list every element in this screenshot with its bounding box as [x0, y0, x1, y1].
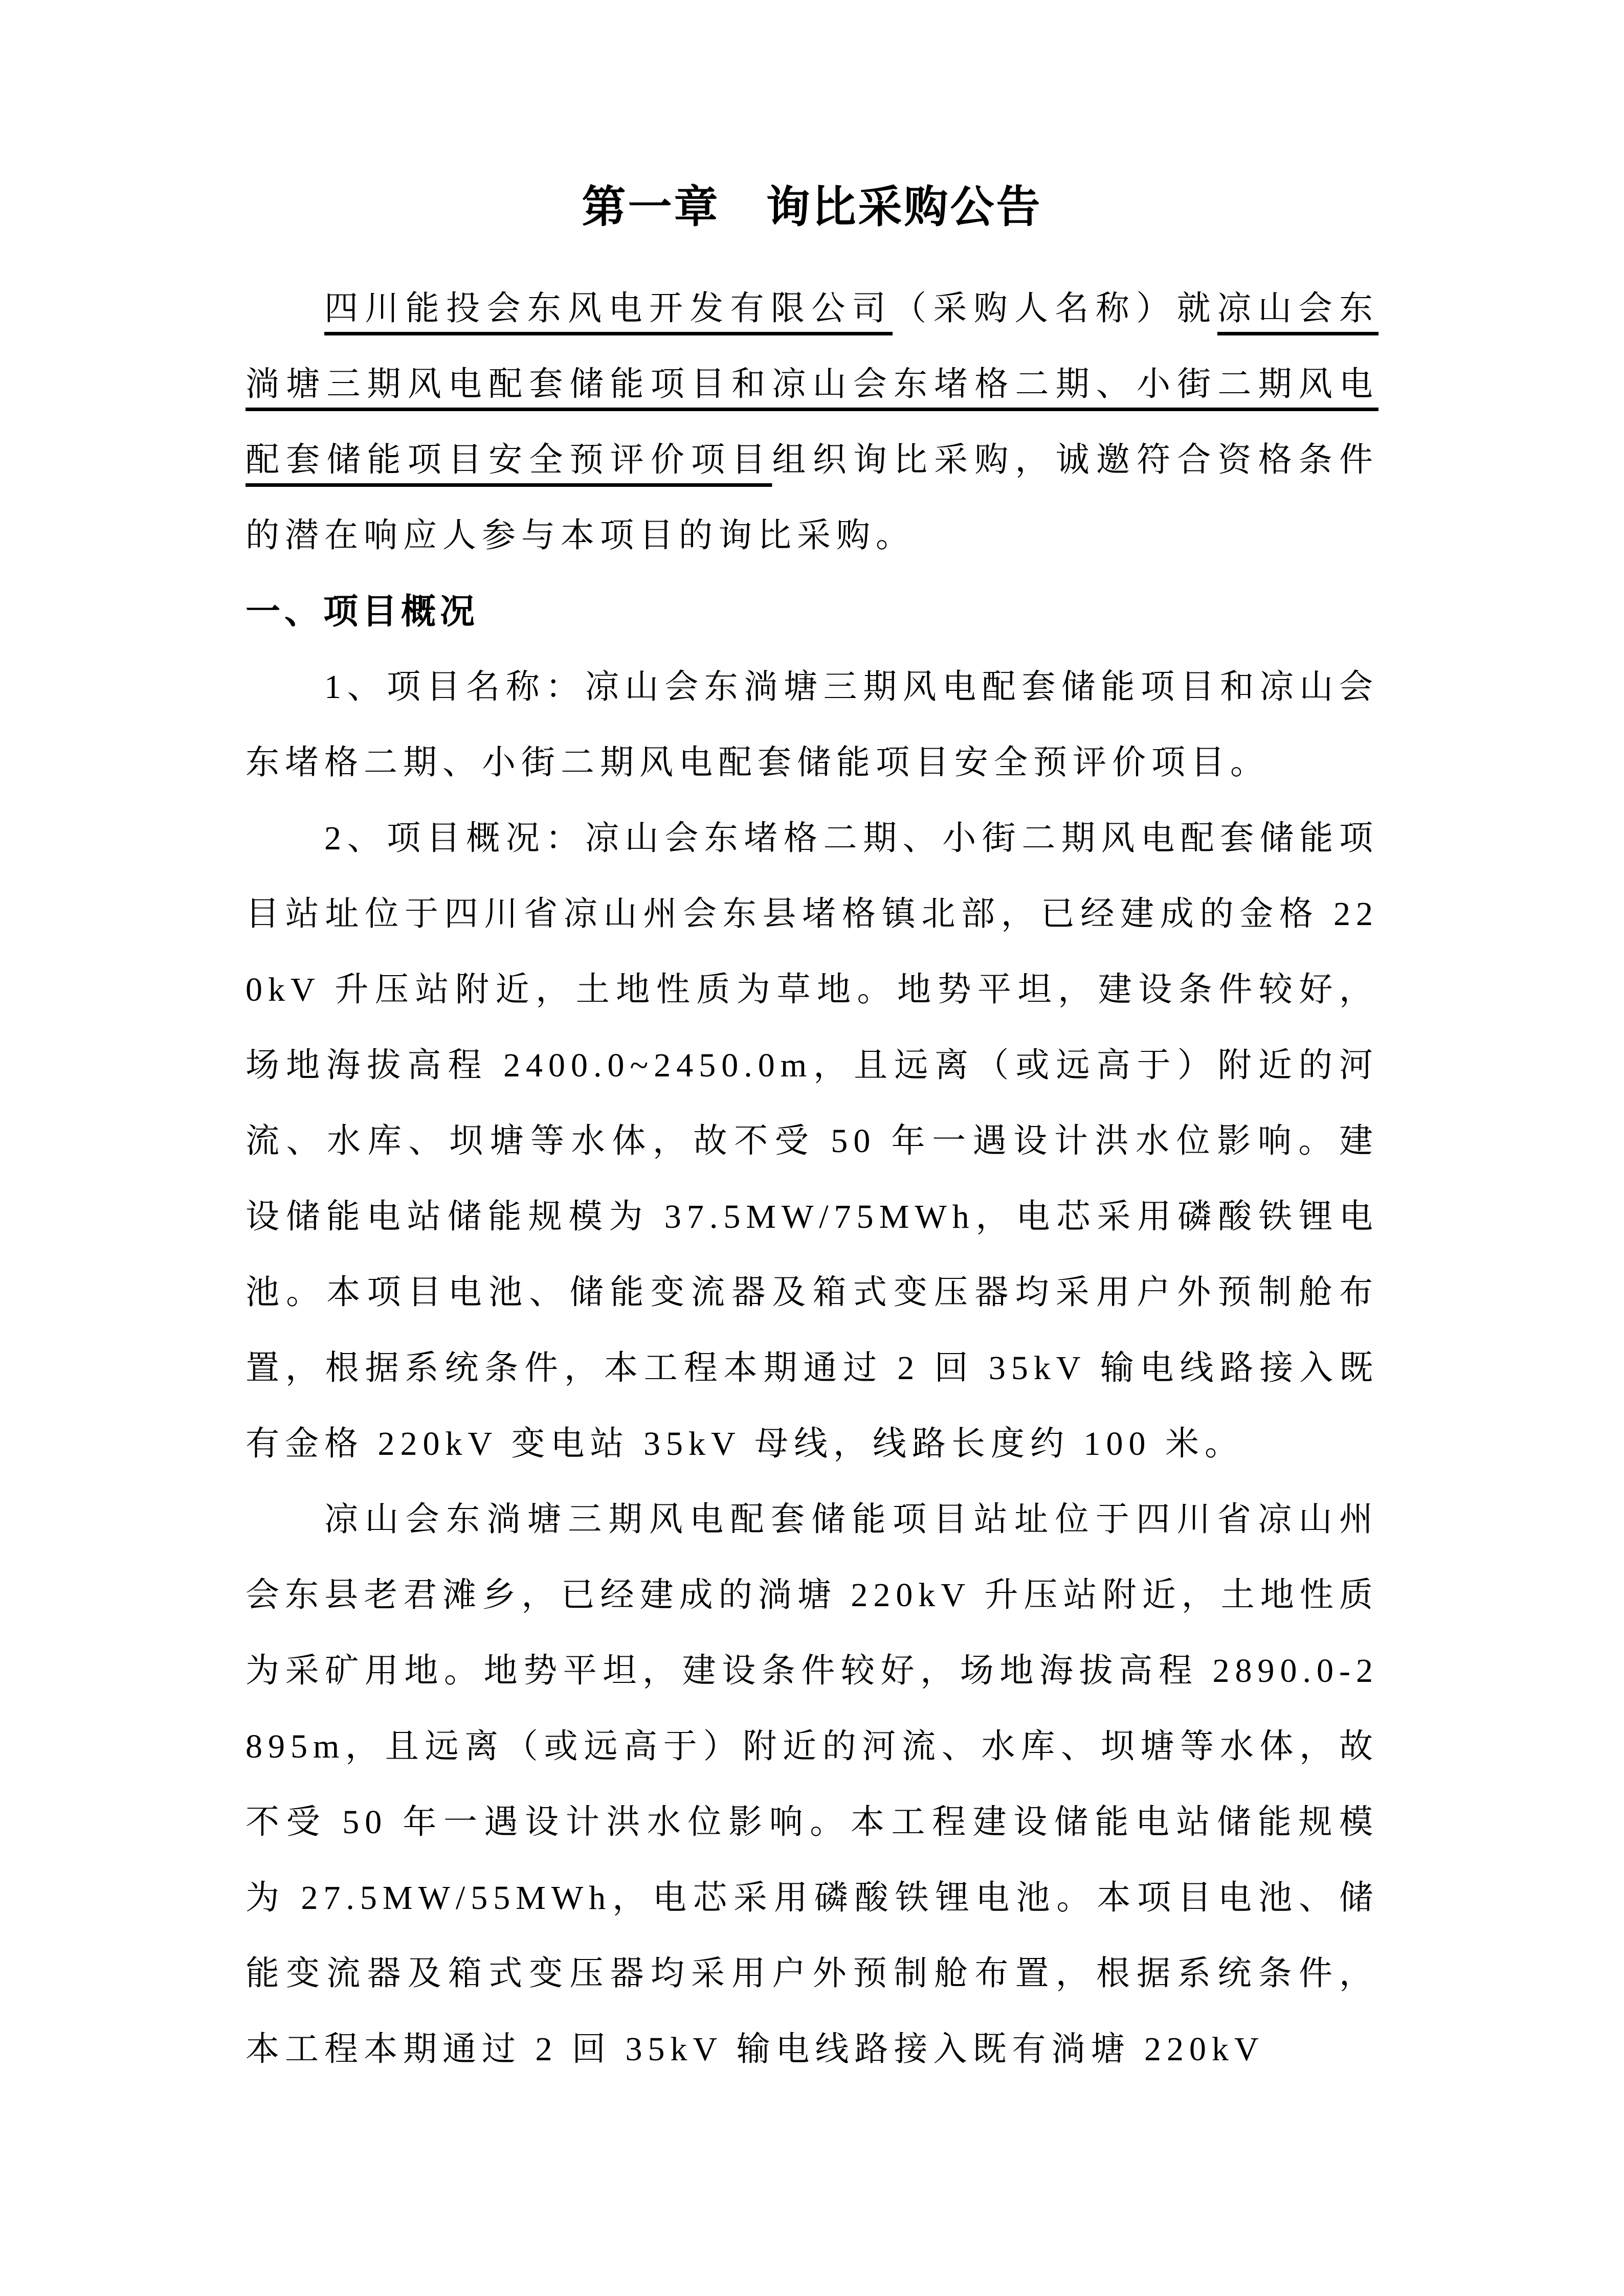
buyer-name-label: （采购人名称）就 [893, 290, 1217, 327]
paragraph-tangtang-project-overview: 凉山会东淌塘三期风电配套储能项目站址位于四川省凉山州会东县老君滩乡，已经建成的淌塘 220kV 升压站附近，土地性质为采矿用地。地势平坦，建设条件较好，场地海拔高程 2890.0-2895m，且远离（或远高于）附近的河流、水库、坝塘等水体，故不受 50 年一遇设计洪水位影响。本工程建设储能电站储能规模为 27.5MW/55MWh，电芯采用磷酸铁锂电池。本项目电池、储能变流器及箱式变压器均采用户外预制舱布置，根据系统条件，本工程本期通过 2 回 35kV 输电线路接入既有淌塘 220kV [246, 1501, 1378, 2068]
item-1-project-name: 1、项目名称：凉山会东淌塘三期风电配套储能项目和凉山会东堵格二期、小街二期风电配套储能项目安全预评价项目。 [246, 668, 1378, 781]
intro-paragraph [246, 271, 1378, 574]
intro-tail-text: 组织询比采购，诚邀符合资格条件的潜在响应人参与本项目的询比采购。 [246, 441, 1379, 554]
item-2-project-overview-duge-xiaojie: 2、项目概况：凉山会东堵格二期、小街二期风电配套储能项目站址位于四川省凉山州会东县堵格镇北部，已经建成的金格 220kV 升压站附近，土地性质为草地。地势平坦，建设条件较好，场地海拔高程 2400.0~2450.0m，且远离（或远高于）附近的河流、水库、坝塘等水体，故不受 50 年一遇设计洪水位影响。建设储能电站储能规模为 37.5MW/75MWh，电芯采用磷酸铁锂电池。本项目电池、储能变流器及箱式变压器均采用户外预制舱布置，根据系统条件，本工程本期通过 2 回 35kV 输电线路接入既有金格 220kV 变电站 35kV 母线，线路长度约 100 米。 [246, 820, 1378, 1462]
chapter-title: 第一章 询比采购公告 [582, 183, 1042, 232]
buyer-name-underlined: 四川能投会东风电开发有限公司 [324, 290, 893, 327]
project-name-underlined: 凉山会东淌塘三期风电配套储能项目和凉山会东堵格二期、小街二期风电配套储能项目安全预评价项目 [246, 290, 1379, 479]
section-heading-project-overview: 一、项目概况 [246, 592, 479, 631]
